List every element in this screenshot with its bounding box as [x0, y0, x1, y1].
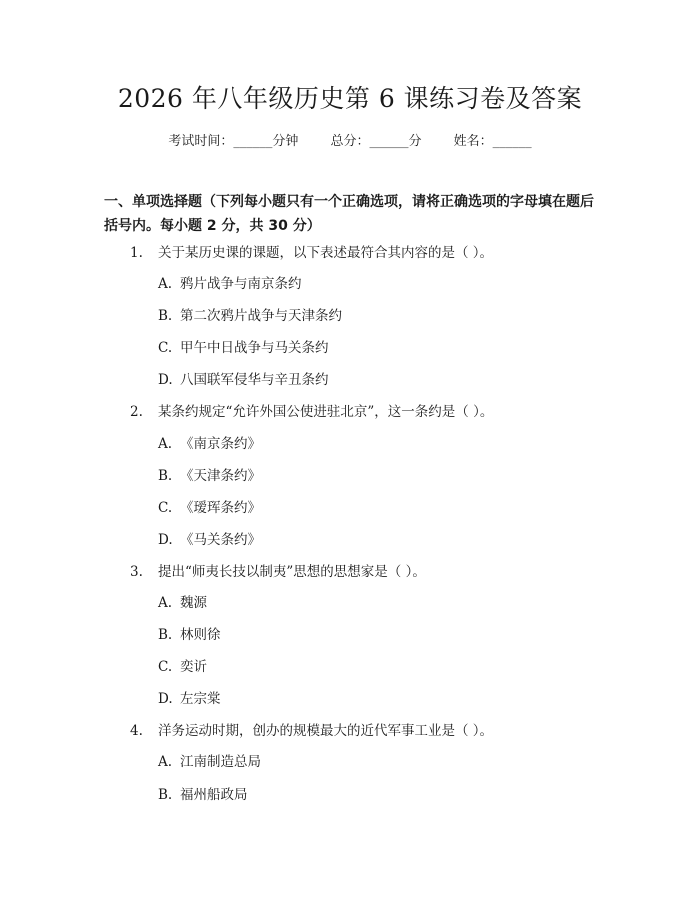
question-text: 关于某历史课的课题，以下表述最符合其内容的是（ ）。 [158, 245, 494, 261]
option-text: 甲午中日战争与马关条约 [180, 340, 329, 356]
question-3-option-a [158, 593, 598, 613]
question-text: 提出“师夷长技以制夷”思想的思想家是（ ）。 [158, 564, 426, 580]
option-text: 魏源 [180, 595, 207, 611]
question-1-option-d [158, 370, 598, 390]
question-3-option-d [158, 689, 598, 709]
option-letter: D. [158, 532, 173, 548]
question-2 [130, 402, 600, 422]
question-number: 1. [130, 245, 143, 261]
question-2-option-c [158, 498, 598, 518]
question-1 [130, 243, 600, 263]
option-text: 《天津条约》 [180, 468, 261, 484]
option-text: 福州船政局 [180, 787, 248, 803]
option-letter: A. [158, 436, 173, 452]
question-1-option-a [158, 274, 598, 294]
option-text: 八国联军侵华与辛丑条约 [180, 372, 329, 388]
total-score-unit: 分 [408, 134, 422, 149]
option-text: 鸦片战争与南京条约 [180, 276, 302, 292]
option-letter: A. [158, 276, 173, 292]
question-number: 4. [130, 723, 143, 739]
option-letter: D. [158, 372, 173, 388]
total-score-label: 总分： [330, 134, 370, 149]
question-3 [130, 562, 600, 582]
total-score [330, 132, 421, 152]
option-letter: D. [158, 691, 173, 707]
exam-time-blank: ______ [233, 134, 273, 149]
student-name-label: 姓名： [453, 134, 493, 149]
option-letter: A. [158, 595, 173, 611]
exam-time [168, 132, 298, 152]
option-text: 江南制造总局 [180, 754, 261, 770]
question-3-option-c [158, 657, 598, 677]
option-text: 《马关条约》 [180, 532, 261, 548]
option-text: 奕䜣 [180, 659, 207, 675]
section-heading: 一、单项选择题（下列每小题只有一个正确选项，请将正确选项的字母填在题后括号内。每小题 2 分，共 30 分） [104, 194, 594, 234]
question-text: 洋务运动时期，创办的规模最大的近代军事工业是（ ）。 [158, 723, 494, 739]
total-score-blank: ______ [369, 134, 409, 149]
exam-time-label: 考试时间： [168, 134, 234, 149]
option-text: 《瑷珲条约》 [180, 500, 261, 516]
exam-time-unit: 分钟 [272, 134, 299, 149]
option-letter: B. [158, 468, 173, 484]
exam-meta [0, 132, 700, 152]
question-number: 2. [130, 404, 143, 420]
question-1-option-c [158, 338, 598, 358]
option-letter: A. [158, 754, 173, 770]
option-letter: C. [158, 659, 173, 675]
option-text: 《南京条约》 [180, 436, 261, 452]
question-number: 3. [130, 564, 143, 580]
question-4-option-a [158, 752, 598, 772]
option-text: 林则徐 [180, 627, 221, 643]
page-title: 2026 年八年级历史第 6 课练习卷及答案 [117, 84, 583, 113]
question-1-option-b [158, 306, 598, 326]
question-2-option-b [158, 466, 598, 486]
student-name-blank: ______ [492, 134, 532, 149]
option-text: 第二次鸦片战争与天津条约 [180, 308, 342, 324]
option-letter: C. [158, 500, 173, 516]
option-letter: B. [158, 627, 173, 643]
question-3-option-b [158, 625, 598, 645]
option-text: 左宗棠 [180, 691, 221, 707]
question-2-option-d [158, 530, 598, 550]
student-name [454, 132, 532, 152]
question-text: 某条约规定“允许外国公使进驻北京”，这一条约是（ ）。 [158, 404, 494, 420]
option-letter: B. [158, 787, 173, 803]
question-4 [130, 721, 600, 741]
question-2-option-a [158, 434, 598, 454]
option-letter: C. [158, 340, 173, 356]
option-letter: B. [158, 308, 173, 324]
question-4-option-b [158, 785, 598, 805]
